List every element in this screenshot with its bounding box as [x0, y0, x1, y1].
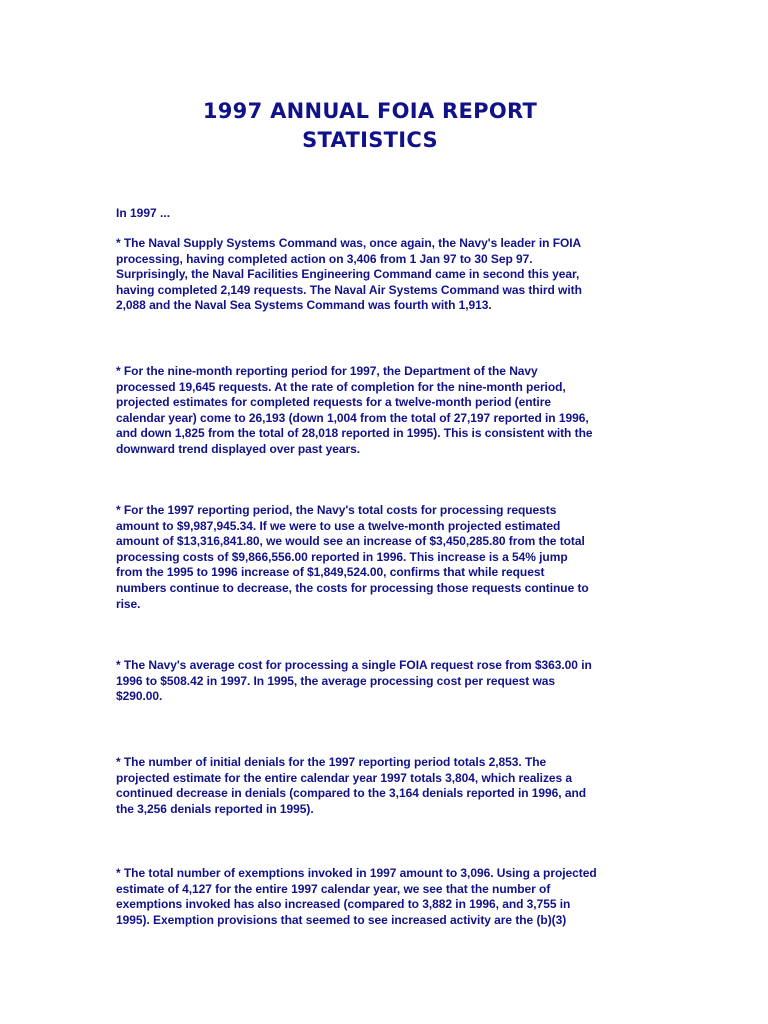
paragraph-exemptions: * The total number of exemptions invoked in 1997 amount to 3,096. Using a projected estimate of 4,127 for the entire 1997 calendar year, we see that the number of exemptions invoked has also increased (compared to 3,882 in 1996, and 3,755 in 1995). Exemption provisions that seemed to see increased activity are the (b)(3)	[116, 866, 597, 927]
page-title	[120, 97, 620, 155]
paragraph-initial-denials: * The number of initial denials for the 1997 reporting period totals 2,853. The projected estimate for the entire calendar year 1997 totals 3,804, which realizes a continued decrease in denials (compared to the 3,164 denials reported in 1996, and the 3,256 denials reported in 1995).	[116, 755, 587, 816]
paragraph-average-cost: * The Navy's average cost for processing a single FOIA request rose from $363.00 in 1996 to $508.42 in 1997. In 1995, the average processing cost per request was $290.00.	[116, 658, 592, 704]
intro-text: In 1997 ...	[116, 206, 171, 220]
title-line-2: STATISTICS	[302, 128, 438, 152]
paragraph-supply-command: * The Naval Supply Systems Command was, once again, the Navy's leader in FOIA processing, having completed action on 3,406 from 1 Jan 97 to 30 Sep 97. Surprisingly, the Naval Facilities Engineering Command came in second this year, having completed 2,149 requests. The Naval Air Systems Command was third with 2,088 and the Naval Sea Systems Command was fourth with 1,913.	[116, 236, 582, 313]
paragraph-requests-processed: * For the nine-month reporting period for 1997, the Department of the Navy processed 19,645 requests. At the rate of completion for the nine-month period, projected estimates for completed requests for a twelve-month period (entire calendar year) come to 26,193 (down 1,004 from the total of 27,197 reported in 1996, and down 1,825 from the total of 28,018 reported in 1995). This is consistent with the downward trend displayed over past years.	[116, 364, 593, 456]
paragraph-total-costs: * For the 1997 reporting period, the Navy's total costs for processing requests amount to $9,987,945.34. If we were to use a twelve-month projected estimated amount of $13,316,841.80, we would see an increase of $3,450,285.80 from the total processing costs of $9,866,556.00 reported in 1996. This increase is a 54% jump from the 1995 to 1996 increase of $1,849,524.00, confirms that while request numbers continue to decrease, the costs for processing those requests continue to rise.	[116, 503, 589, 611]
title-line-1: 1997 ANNUAL FOIA REPORT	[202, 99, 538, 123]
